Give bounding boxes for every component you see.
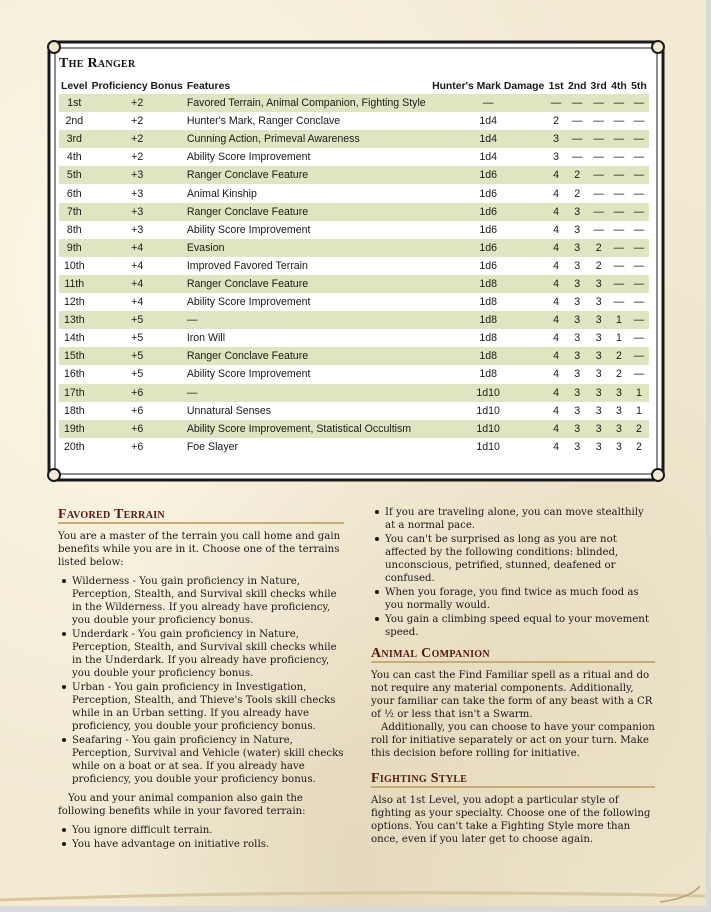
table-row bbox=[59, 329, 649, 347]
cell-slot-3: 2 bbox=[595, 241, 602, 254]
table-row bbox=[59, 293, 649, 311]
ranger-progression-table bbox=[59, 78, 649, 456]
list-item: Urban - You gain proficiency in Investigation, Perception, Stealth, and Thieve's Tools skill checks while in an Urban setting. If you already have proficiency, you double your proficiency bonus. bbox=[58, 681, 344, 733]
table-row bbox=[59, 203, 649, 221]
cell-proficiency: +5 bbox=[131, 314, 144, 327]
cell-slot-2: 3 bbox=[574, 223, 581, 236]
cell-hunters-mark: — bbox=[482, 97, 494, 110]
cell-slot-5: — bbox=[633, 332, 645, 345]
cell-proficiency: +3 bbox=[131, 223, 144, 236]
cell-level: 18th bbox=[63, 404, 85, 417]
cell-level: 16th bbox=[63, 368, 85, 381]
favored-terrain-intro: You are a master of the terrain you call home and gain benefits while you are in it. Choose one of the terrains listed below: bbox=[58, 531, 341, 568]
cell-hunters-mark: 1d10 bbox=[476, 440, 500, 453]
animal-companion-p2: Additionally, you can choose to have your companion roll for initiative separately or act on your turn. Make this decision before rolling for initiative. bbox=[371, 722, 655, 759]
cell-features: Ability Score Improvement bbox=[186, 296, 311, 309]
cell-features: Ranger Conclave Feature bbox=[186, 350, 309, 363]
favored-terrain-heading: Favored Terrain bbox=[58, 508, 344, 524]
cell-features: Ranger Conclave Feature bbox=[186, 277, 309, 290]
table-row bbox=[59, 184, 649, 202]
cell-proficiency: +5 bbox=[131, 368, 144, 381]
cell-slot-5: 1 bbox=[636, 386, 642, 399]
cell-features: — bbox=[186, 314, 198, 327]
cell-hunters-mark: 1d6 bbox=[479, 169, 497, 182]
cell-slot-1: 4 bbox=[553, 187, 560, 200]
cell-slot-1: 4 bbox=[553, 277, 560, 290]
cell-slot-1: 4 bbox=[553, 368, 560, 381]
cell-features: Favored Terrain, Animal Companion, Fighting Style bbox=[186, 97, 426, 110]
cell-slot-3: 2 bbox=[595, 259, 602, 272]
cell-level: 3rd bbox=[66, 133, 82, 146]
cell-level: 10th bbox=[63, 259, 85, 272]
cell-slot-5: 2 bbox=[636, 440, 642, 453]
cell-proficiency: +4 bbox=[131, 241, 144, 254]
cell-features: Evasion bbox=[186, 241, 225, 254]
animal-companion-heading: Animal Companion bbox=[371, 647, 655, 663]
table-row bbox=[59, 420, 649, 438]
table-row bbox=[59, 384, 649, 402]
list-item: You have advantage on initiative rolls. bbox=[58, 838, 344, 851]
cell-slot-4: 3 bbox=[615, 440, 622, 453]
list-item: Underdark - You gain proficiency in Nature, Perception, Stealth, and Survival skill checks while in the Underdark. If you already have proficiency, you double your proficiency bonus. bbox=[58, 628, 344, 680]
cell-hunters-mark: 1d10 bbox=[476, 386, 500, 399]
cell-slot-5: — bbox=[633, 277, 645, 290]
cell-proficiency: +5 bbox=[131, 332, 144, 345]
cell-slot-1: 4 bbox=[553, 314, 560, 327]
page-edge-right bbox=[706, 0, 711, 912]
cell-features: Ability Score Improvement, Statistical Occultism bbox=[186, 422, 412, 435]
list-item: You ignore difficult terrain. bbox=[58, 824, 344, 837]
cell-slot-4: — bbox=[613, 187, 625, 200]
cell-slot-2: 3 bbox=[574, 440, 581, 453]
cell-proficiency: +3 bbox=[131, 187, 144, 200]
benefit-list-left bbox=[58, 824, 344, 851]
table-row bbox=[59, 166, 649, 184]
header-level: Level bbox=[61, 80, 88, 92]
cell-slot-1: 4 bbox=[553, 350, 560, 363]
cell-slot-2: 3 bbox=[574, 332, 581, 345]
cell-hunters-mark: 1d4 bbox=[479, 133, 497, 146]
cell-level: 9th bbox=[66, 241, 82, 254]
cell-slot-2: 3 bbox=[574, 241, 581, 254]
companion-note: You and your animal companion also gain the following benefits while in your favored terrain: bbox=[58, 793, 306, 817]
cell-slot-2: 3 bbox=[574, 296, 581, 309]
cell-proficiency: +4 bbox=[131, 277, 144, 290]
cell-hunters-mark: 1d6 bbox=[479, 223, 497, 236]
cell-hunters-mark: 1d10 bbox=[476, 422, 500, 435]
cell-slot-3: — bbox=[593, 97, 604, 110]
terrain-list bbox=[58, 575, 344, 786]
table-row bbox=[59, 402, 649, 420]
table-row bbox=[59, 438, 649, 456]
cell-hunters-mark: 1d6 bbox=[479, 205, 497, 218]
cell-slot-4: — bbox=[613, 223, 625, 236]
cell-slot-4: 3 bbox=[615, 422, 622, 435]
table-row bbox=[59, 112, 649, 130]
cell-slot-4: — bbox=[613, 259, 625, 272]
cell-slot-4: — bbox=[613, 296, 625, 309]
cell-slot-3: — bbox=[593, 205, 604, 218]
cell-hunters-mark: 1d8 bbox=[479, 314, 497, 327]
cell-features: Foe Slayer bbox=[186, 440, 239, 453]
cell-slot-2: 2 bbox=[574, 169, 581, 182]
list-item: Wilderness - You gain proficiency in Nature, Perception, Stealth, and Survival skill checks while in the Wilderness. If you already have proficiency, you double your proficiency bonus. bbox=[58, 575, 344, 627]
cell-proficiency: +6 bbox=[131, 422, 144, 435]
cell-level: 8th bbox=[66, 223, 82, 236]
cell-level: 2nd bbox=[65, 115, 84, 128]
header-slot-1: 1st bbox=[548, 80, 564, 92]
cell-slot-1: 2 bbox=[553, 115, 560, 128]
cell-slot-2: 3 bbox=[574, 386, 581, 399]
animal-companion-p1: You can cast the Find Familiar spell as a ritual and do not require any material components. Additionally, your familiar can take the form of any beast with a CR of ½ or less that isn't a Swarm. bbox=[371, 670, 653, 720]
table-row bbox=[59, 130, 649, 148]
page-edge-bottom bbox=[0, 906, 711, 912]
header-slot-4: 4th bbox=[611, 80, 627, 92]
cell-slot-2: 3 bbox=[574, 404, 581, 417]
cell-proficiency: +3 bbox=[131, 205, 144, 218]
cell-slot-2: — bbox=[571, 151, 583, 164]
cell-slot-2: 3 bbox=[574, 368, 581, 381]
cell-slot-1: 4 bbox=[553, 205, 560, 218]
cell-slot-1: 4 bbox=[553, 259, 560, 272]
cell-slot-3: — bbox=[593, 115, 604, 128]
cell-hunters-mark: 1d8 bbox=[479, 296, 497, 309]
cell-level: 17th bbox=[63, 386, 85, 399]
cell-slot-4: — bbox=[613, 241, 625, 254]
cell-hunters-mark: 1d8 bbox=[479, 368, 497, 381]
cell-slot-1: 4 bbox=[553, 223, 560, 236]
header-slot-2: 2nd bbox=[567, 80, 587, 92]
cell-slot-2: — bbox=[571, 133, 583, 146]
cell-level: 11th bbox=[64, 277, 85, 290]
cell-slot-4: — bbox=[613, 277, 625, 290]
cell-slot-1: 4 bbox=[553, 422, 560, 435]
cell-proficiency: +2 bbox=[131, 97, 144, 110]
cell-slot-5: — bbox=[633, 133, 645, 146]
cell-slot-4: 1 bbox=[615, 314, 622, 327]
cell-features: Unnatural Senses bbox=[186, 404, 272, 417]
cell-features: Improved Favored Terrain bbox=[186, 259, 308, 272]
cell-slot-5: — bbox=[633, 223, 645, 236]
cell-level: 7th bbox=[66, 205, 82, 218]
cell-features: — bbox=[186, 386, 198, 399]
table-header-row bbox=[59, 78, 649, 94]
cell-features: Ranger Conclave Feature bbox=[186, 169, 309, 182]
cell-hunters-mark: 1d4 bbox=[479, 151, 497, 164]
cell-slot-5: — bbox=[633, 296, 645, 309]
cell-hunters-mark: 1d6 bbox=[479, 259, 497, 272]
header-hunters-mark: Hunter's Mark Damage bbox=[432, 80, 545, 92]
cell-level: 20th bbox=[63, 440, 85, 453]
cell-slot-5: — bbox=[633, 314, 645, 327]
cell-hunters-mark: 1d4 bbox=[479, 115, 497, 128]
cell-slot-3: 3 bbox=[595, 440, 602, 453]
header-features: Features bbox=[186, 80, 231, 92]
cell-proficiency: +2 bbox=[131, 115, 144, 128]
cell-slot-4: — bbox=[613, 205, 625, 218]
cell-level: 19th bbox=[63, 422, 85, 435]
cell-proficiency: +4 bbox=[131, 259, 144, 272]
cell-slot-3: — bbox=[593, 223, 604, 236]
cell-slot-3: 3 bbox=[595, 422, 602, 435]
cell-slot-1: 4 bbox=[553, 169, 560, 182]
cell-slot-3: 3 bbox=[595, 296, 602, 309]
table-row bbox=[59, 347, 649, 365]
cell-proficiency: +3 bbox=[131, 169, 144, 182]
table-row bbox=[59, 365, 649, 383]
cell-features: Ability Score Improvement bbox=[186, 151, 311, 164]
cell-features: Iron Will bbox=[186, 332, 226, 345]
cell-hunters-mark: 1d8 bbox=[479, 277, 497, 290]
cell-slot-4: 3 bbox=[615, 386, 622, 399]
cell-proficiency: +6 bbox=[131, 404, 144, 417]
cell-slot-4: — bbox=[613, 169, 625, 182]
cell-slot-5: — bbox=[633, 187, 645, 200]
table-row bbox=[59, 257, 649, 275]
fighting-style-p1: Also at 1st Level, you adopt a particular style of fighting as your specialty. Choose one of the following options. You can't take a Fighting Style more than once, even if you later get to choose again. bbox=[371, 795, 651, 845]
cell-slot-3: 3 bbox=[595, 332, 602, 345]
cell-slot-3: 3 bbox=[595, 368, 602, 381]
table-row bbox=[59, 311, 649, 329]
table-row bbox=[59, 148, 649, 166]
cell-slot-3: 3 bbox=[595, 386, 602, 399]
cell-slot-4: — bbox=[613, 97, 625, 110]
footer-ornament bbox=[0, 886, 705, 904]
cell-slot-5: — bbox=[633, 97, 645, 110]
cell-level: 13th bbox=[63, 314, 85, 327]
cell-slot-5: 1 bbox=[636, 404, 642, 417]
ranger-table-frame bbox=[45, 38, 667, 484]
cell-slot-1: 3 bbox=[553, 133, 560, 146]
cell-slot-1: 4 bbox=[553, 404, 560, 417]
cell-slot-5: — bbox=[633, 368, 645, 381]
cell-features: Hunter's Mark, Ranger Conclave bbox=[186, 115, 341, 128]
table-row bbox=[59, 221, 649, 239]
cell-level: 1st bbox=[67, 97, 82, 110]
cell-level: 4th bbox=[66, 151, 82, 164]
cell-proficiency: +2 bbox=[131, 151, 144, 164]
cell-slot-2: 3 bbox=[574, 259, 581, 272]
cell-hunters-mark: 1d6 bbox=[479, 187, 497, 200]
cell-slot-3: 3 bbox=[595, 277, 602, 290]
cell-slot-5: — bbox=[633, 205, 645, 218]
cell-slot-1: 4 bbox=[553, 296, 560, 309]
cell-hunters-mark: 1d8 bbox=[479, 350, 497, 363]
cell-slot-3: 3 bbox=[595, 404, 602, 417]
cell-slot-5: — bbox=[633, 115, 645, 128]
list-item: When you forage, you find twice as much food as you normally would. bbox=[371, 586, 655, 612]
cell-slot-4: — bbox=[613, 151, 625, 164]
cell-level: 14th bbox=[63, 332, 85, 345]
cell-features: Ability Score Improvement bbox=[186, 368, 311, 381]
cell-proficiency: +6 bbox=[131, 386, 144, 399]
cell-proficiency: +2 bbox=[131, 133, 144, 146]
cell-slot-4: — bbox=[613, 133, 625, 146]
left-column bbox=[58, 508, 344, 857]
cell-slot-2: — bbox=[571, 115, 583, 128]
cell-slot-3: — bbox=[593, 151, 604, 164]
header-slot-3: 3rd bbox=[590, 80, 607, 92]
cell-slot-3: — bbox=[593, 187, 604, 200]
cell-slot-1: 4 bbox=[553, 332, 560, 345]
cell-features: Ranger Conclave Feature bbox=[186, 205, 309, 218]
header-slot-5: 5th bbox=[631, 80, 647, 92]
cell-features: Animal Kinship bbox=[186, 187, 257, 200]
cell-proficiency: +6 bbox=[131, 440, 144, 453]
cell-level: 15th bbox=[63, 350, 85, 363]
cell-slot-5: — bbox=[633, 350, 645, 363]
cell-slot-5: — bbox=[633, 259, 645, 272]
cell-slot-1: — bbox=[550, 97, 562, 110]
cell-hunters-mark: 1d6 bbox=[479, 241, 497, 254]
cell-level: 12th bbox=[63, 296, 85, 309]
cell-hunters-mark: 1d10 bbox=[476, 404, 500, 417]
cell-slot-2: 2 bbox=[574, 187, 581, 200]
cell-slot-1: 4 bbox=[553, 241, 560, 254]
cell-hunters-mark: 1d8 bbox=[479, 332, 497, 345]
cell-slot-5: — bbox=[633, 169, 645, 182]
table-row bbox=[59, 239, 649, 257]
cell-slot-4: 2 bbox=[615, 368, 622, 381]
right-column bbox=[371, 506, 655, 852]
cell-slot-4: 1 bbox=[615, 332, 622, 345]
cell-proficiency: +5 bbox=[131, 350, 144, 363]
table-row bbox=[59, 275, 649, 293]
cell-slot-1: 3 bbox=[553, 151, 560, 164]
fighting-style-heading: Fighting Style bbox=[371, 772, 655, 788]
cell-features: Cunning Action, Primeval Awareness bbox=[186, 133, 360, 146]
cell-slot-2: 3 bbox=[574, 205, 581, 218]
cell-slot-2: 3 bbox=[574, 277, 581, 290]
cell-slot-2: 3 bbox=[574, 422, 581, 435]
cell-slot-5: — bbox=[633, 241, 645, 254]
cell-slot-2: 3 bbox=[574, 350, 581, 363]
cell-slot-1: 4 bbox=[553, 440, 560, 453]
cell-slot-2: — bbox=[571, 97, 583, 110]
cell-level: 5th bbox=[66, 169, 82, 182]
cell-slot-3: — bbox=[593, 133, 604, 146]
header-proficiency: Proficiency Bonus bbox=[91, 80, 183, 92]
benefit-list-right bbox=[371, 506, 655, 639]
cell-slot-3: — bbox=[593, 169, 604, 182]
cell-slot-5: 2 bbox=[636, 422, 642, 435]
list-item: Seafaring - You gain proficiency in Nature, Perception, Survival and Vehicle (water) skill checks while on a boat or at sea. If you already have proficiency, you double your proficiency bonus. bbox=[58, 734, 344, 786]
cell-features: Ability Score Improvement bbox=[186, 223, 311, 236]
list-item: If you are traveling alone, you can move stealthily at a normal pace. bbox=[371, 506, 655, 532]
cell-slot-1: 4 bbox=[553, 386, 560, 399]
table-row bbox=[59, 94, 649, 112]
cell-slot-5: — bbox=[633, 151, 645, 164]
list-item: You can't be surprised as long as you are not affected by the following conditions: blinded, unconscious, petrified, stunned, deafened or confused. bbox=[371, 533, 655, 585]
cell-slot-4: 3 bbox=[615, 404, 622, 417]
cell-slot-3: 3 bbox=[595, 314, 602, 327]
table-body bbox=[59, 94, 649, 456]
list-item: You gain a climbing speed equal to your movement speed. bbox=[371, 613, 655, 639]
cell-slot-4: 2 bbox=[615, 350, 622, 363]
table-title: The Ranger bbox=[59, 56, 136, 71]
cell-slot-3: 3 bbox=[595, 350, 602, 363]
cell-slot-4: — bbox=[613, 115, 625, 128]
cell-level: 6th bbox=[66, 187, 82, 200]
cell-slot-2: 3 bbox=[574, 314, 581, 327]
cell-proficiency: +4 bbox=[131, 296, 144, 309]
